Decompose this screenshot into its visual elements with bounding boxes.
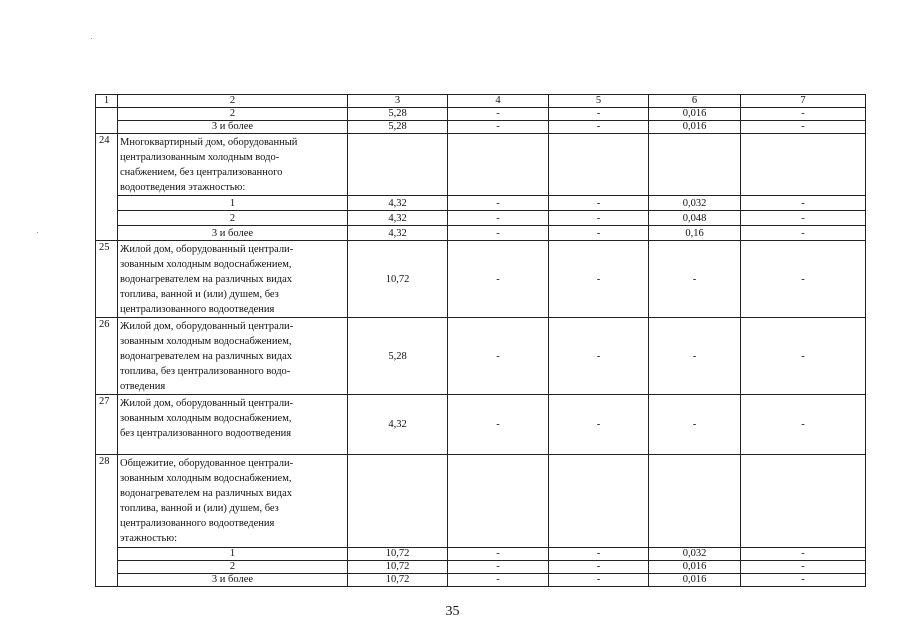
floor-label: 2 <box>118 108 348 121</box>
table-row <box>96 241 866 318</box>
table-row <box>96 395 866 455</box>
header-cell-2: 2 <box>118 95 348 108</box>
value-cell: - <box>741 395 866 455</box>
row-number-cell <box>96 108 118 134</box>
row-description: Жилой дом, оборудованный централи- зованным холодным водоснабжением, водонагревателем на различных видах топлива, ванной и (или) душем, без централизованного водоотведения <box>118 241 348 318</box>
table-row <box>96 561 866 574</box>
value-cell: 5,28 <box>348 318 448 395</box>
value-cell: 4,32 <box>348 211 448 226</box>
value-cell: - <box>549 226 649 241</box>
value-cell: 10,72 <box>348 548 448 561</box>
value-cell: - <box>549 196 649 211</box>
table-row <box>96 211 866 226</box>
value-cell <box>348 455 448 548</box>
value-cell: - <box>448 226 549 241</box>
value-cell: - <box>448 395 549 455</box>
value-cell: - <box>741 574 866 587</box>
floor-label: 2 <box>118 211 348 226</box>
value-cell: - <box>549 395 649 455</box>
value-cell: 4,32 <box>348 226 448 241</box>
row-description: Жилой дом, оборудованный централи- зованным холодным водоснабжением, водонагревателем на различных видах топлива, без централизованного водо- отведения <box>118 318 348 395</box>
table-header-row <box>96 95 866 108</box>
row-description: Многоквартирный дом, оборудованный централизованным холодным водо- снабжением, без централизованного водоотведения этажностью: <box>118 134 348 196</box>
table-row <box>96 548 866 561</box>
value-cell: - <box>741 318 866 395</box>
tariff-table <box>95 94 866 587</box>
value-cell: 0,016 <box>649 121 741 134</box>
value-cell <box>741 455 866 548</box>
table-row <box>96 196 866 211</box>
table-row <box>96 574 866 587</box>
value-cell: - <box>741 196 866 211</box>
value-cell <box>741 134 866 196</box>
value-cell <box>448 455 549 548</box>
value-cell: - <box>448 318 549 395</box>
value-cell <box>549 455 649 548</box>
header-cell-3: 3 <box>348 95 448 108</box>
row-number: 24 <box>96 134 118 241</box>
row-number: 25 <box>96 241 118 318</box>
value-cell: 4,32 <box>348 395 448 455</box>
header-cell-7: 7 <box>741 95 866 108</box>
header-cell-6: 6 <box>649 95 741 108</box>
floor-label: 3 и более <box>118 121 348 134</box>
value-cell: - <box>649 395 741 455</box>
value-cell: 10,72 <box>348 561 448 574</box>
header-cell-4: 4 <box>448 95 549 108</box>
value-cell: 5,28 <box>348 121 448 134</box>
table-row <box>96 121 866 134</box>
value-cell <box>448 134 549 196</box>
value-cell: 0,016 <box>649 561 741 574</box>
value-cell: - <box>448 211 549 226</box>
value-cell: - <box>448 241 549 318</box>
value-cell <box>649 134 741 196</box>
header-cell-5: 5 <box>549 95 649 108</box>
value-cell <box>649 455 741 548</box>
value-cell: - <box>549 561 649 574</box>
value-cell: 0,016 <box>649 108 741 121</box>
value-cell: - <box>741 241 866 318</box>
value-cell: - <box>549 241 649 318</box>
table-row <box>96 226 866 241</box>
value-cell: - <box>741 226 866 241</box>
value-cell: - <box>649 241 741 318</box>
value-cell: 0,032 <box>649 196 741 211</box>
value-cell: - <box>741 548 866 561</box>
value-cell: 0,048 <box>649 211 741 226</box>
value-cell: - <box>549 318 649 395</box>
scan-speck <box>91 38 92 39</box>
value-cell: - <box>448 548 549 561</box>
value-cell: - <box>549 108 649 121</box>
header-cell-1: 1 <box>96 95 118 108</box>
value-cell: 0,16 <box>649 226 741 241</box>
value-cell: - <box>448 108 549 121</box>
value-cell <box>549 134 649 196</box>
value-cell: - <box>741 211 866 226</box>
table-row <box>96 455 866 548</box>
value-cell: - <box>549 574 649 587</box>
value-cell: - <box>649 318 741 395</box>
value-cell: - <box>741 561 866 574</box>
value-cell: - <box>448 574 549 587</box>
row-number: 28 <box>96 455 118 587</box>
value-cell <box>348 134 448 196</box>
floor-label: 3 и более <box>118 574 348 587</box>
scan-speck <box>37 232 38 233</box>
floor-label: 3 и более <box>118 226 348 241</box>
value-cell: 10,72 <box>348 574 448 587</box>
value-cell: - <box>448 196 549 211</box>
table-row <box>96 318 866 395</box>
value-cell: 5,28 <box>348 108 448 121</box>
value-cell: 10,72 <box>348 241 448 318</box>
value-cell: 4,32 <box>348 196 448 211</box>
value-cell: - <box>448 561 549 574</box>
value-cell: - <box>448 121 549 134</box>
value-cell: - <box>549 211 649 226</box>
floor-label: 1 <box>118 548 348 561</box>
row-number: 27 <box>96 395 118 455</box>
floor-label: 1 <box>118 196 348 211</box>
value-cell: - <box>549 548 649 561</box>
page-number: 35 <box>445 604 460 619</box>
floor-label: 2 <box>118 561 348 574</box>
value-cell: - <box>741 108 866 121</box>
value-cell: 0,016 <box>649 574 741 587</box>
value-cell: 0,032 <box>649 548 741 561</box>
table-row <box>96 108 866 121</box>
row-description: Общежитие, оборудованное централи- зованным холодным водоснабжением, водонагревателем на различных видах топлива, ванной и (или) душем, без централизованного водоотведения этажностью: <box>118 455 348 548</box>
row-description: Жилой дом, оборудованный централи- зованным холодным водоснабжением, без централизованного водоотведения <box>118 395 348 455</box>
value-cell: - <box>741 121 866 134</box>
table-row <box>96 134 866 196</box>
row-number: 26 <box>96 318 118 395</box>
value-cell: - <box>549 121 649 134</box>
